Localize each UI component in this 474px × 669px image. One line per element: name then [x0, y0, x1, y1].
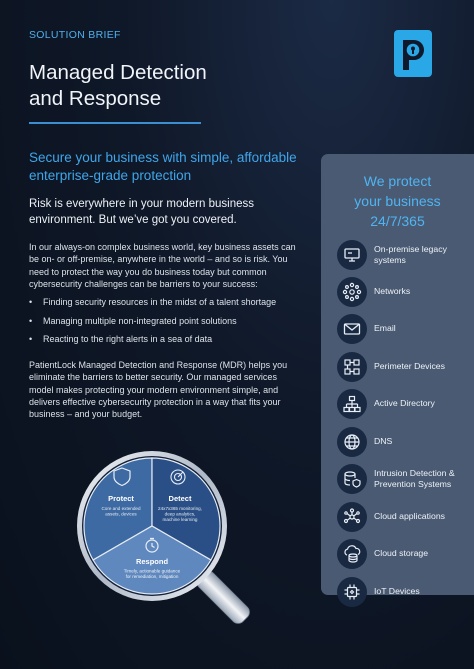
respond-desc-line-1: Timely, actionable guidance — [123, 568, 181, 574]
detect-desc-line-3: machine learning — [162, 517, 198, 522]
panel-item-networks — [337, 277, 472, 309]
protect-desc-line-1: Core and extended — [101, 506, 141, 511]
panel-heading-line-1: We protect — [363, 173, 432, 189]
panel-item-email — [337, 314, 472, 346]
globe-icon — [337, 427, 367, 457]
document-kicker: SOLUTION BRIEF — [29, 29, 121, 41]
panel-item-label: IoT Devices — [374, 586, 420, 597]
challenge-list — [29, 296, 301, 352]
panel-item-label: On-premise legacy systems — [374, 243, 447, 265]
panel-item-label: Perimeter Devices — [374, 361, 445, 372]
title-line-2: and Response — [29, 87, 162, 110]
panel-item-label: Cloud storage — [374, 548, 429, 559]
detect-desc-line-1: 24x7x365 monitoring, — [158, 506, 202, 511]
lead-paragraph: Risk is everywhere in your modern business environment. But we’ve got you covered. — [29, 198, 254, 226]
panel-item-active-directory — [337, 389, 472, 421]
database-shield-icon — [337, 464, 367, 494]
list-item: • Managing multiple non-integrated point solutions — [29, 315, 301, 334]
panel-heading-line-2: your business — [354, 193, 441, 209]
detect-title: Detect — [168, 494, 192, 503]
server-monitor-icon — [337, 240, 367, 270]
title-rule — [29, 122, 201, 124]
panel-item-dns — [337, 427, 472, 459]
panel-item-cloud-storage — [337, 539, 472, 571]
page-title — [29, 60, 207, 112]
protection-panel — [321, 154, 474, 595]
panel-item-intrusion-detection — [337, 464, 472, 496]
respond-desc-line-2: for remediation, mitigation — [125, 574, 179, 579]
panel-item-iot-devices — [337, 577, 472, 609]
envelope-icon — [337, 314, 367, 344]
respond-title: Respond — [135, 557, 169, 566]
list-item: • Reacting to the right alerts in a sea of data — [29, 333, 301, 352]
panel-item-perimeter-devices — [337, 352, 472, 384]
chip-icon — [337, 577, 367, 607]
protect-desc-line-2: assets, devices — [105, 511, 137, 517]
title-line-1: Managed Detection — [29, 61, 207, 84]
list-item: • Finding security resources in the midst of a talent shortage — [29, 296, 301, 315]
panel-item-label: Networks — [374, 286, 411, 297]
panel-item-on-premise — [337, 240, 472, 272]
panel-item-cloud-applications — [337, 502, 472, 534]
panel-item-label: DNS — [374, 436, 393, 447]
panel-item-label: Email — [374, 323, 396, 334]
cloud-database-icon — [337, 539, 367, 569]
section-subheading: Secure your business with simple, affordable enterprise-grade protection — [29, 150, 297, 183]
panel-item-label: Intrusion Detection & Prevention Systems — [374, 467, 455, 489]
mdr-paragraph: PatientLock Managed Detection and Response (MDR) helps you eliminate the barriers to better security. Our managed services model makes protecting your modern environment simple, and delivers effective cybersecurity protection in a way that fits your business – and your budget. — [29, 360, 288, 420]
intro-paragraph: In our always-on complex business world, key business assets can be on- or off-premise, anywhere in the world – and so is risk. You need to protect the way you do business today but common cybersecurity challenges can be barriers to your success: — [29, 242, 296, 289]
panel-heading — [321, 171, 474, 231]
panel-heading-line-3: 24/7/365 — [370, 213, 425, 229]
protect-title: Protect — [108, 494, 134, 503]
panel-item-label: Active Directory — [374, 398, 435, 409]
devices-icon — [337, 352, 367, 382]
panel-item-label: Cloud applications — [374, 511, 445, 522]
directory-tree-icon — [337, 389, 367, 419]
detect-desc-line-2: deep analytics, — [164, 511, 196, 517]
patientlock-logo-icon — [394, 30, 432, 77]
network-icon — [337, 277, 367, 307]
mdr-magnifier-diagram — [74, 448, 254, 638]
cloud-nodes-icon — [337, 502, 367, 532]
